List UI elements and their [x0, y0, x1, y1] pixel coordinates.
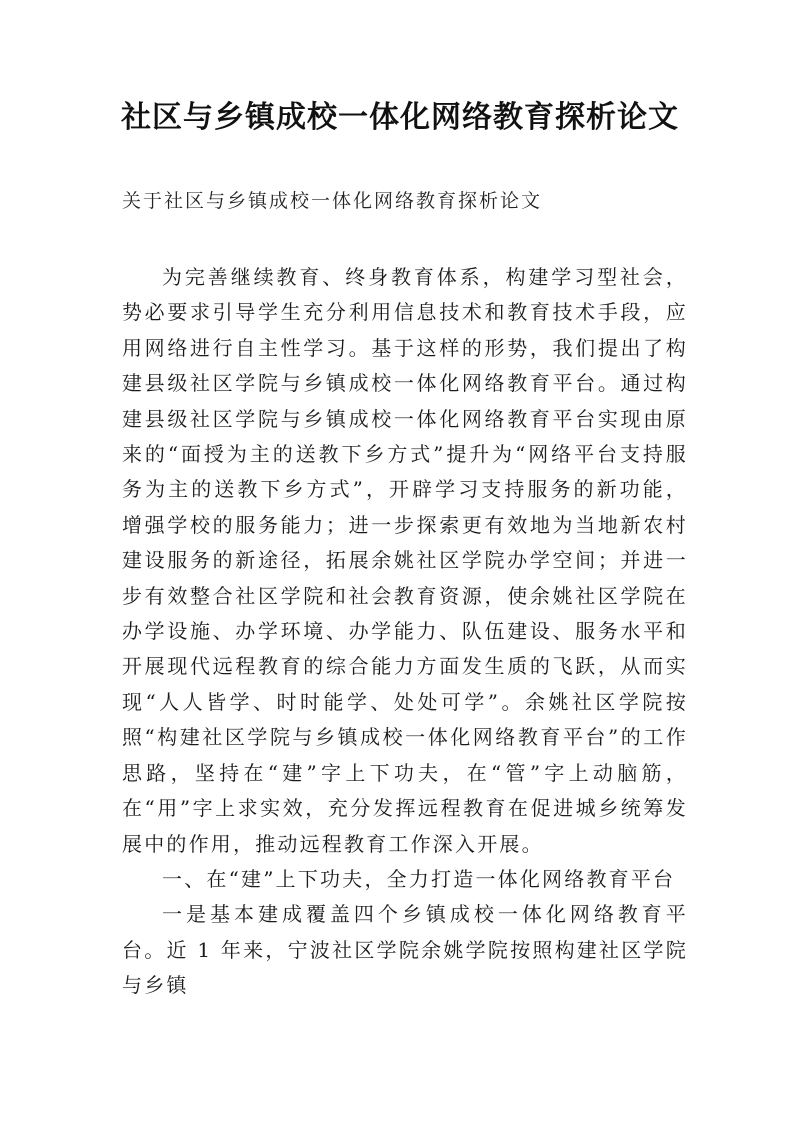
body-paragraph-platform: 一是基本建成覆盖四个乡镇成校一体化网络教育平台。近 1 年来，宁波社区学院余姚学院按照构建社区学院与乡镇	[122, 902, 688, 998]
document-body	[122, 260, 688, 1004]
section-heading-build: 一、在“建”上下功夫，全力打造一体化网络教育平台	[162, 866, 676, 891]
document-title: 社区与乡镇成校一体化网络教育探析论文	[121, 100, 679, 135]
document-subtitle: 关于社区与乡镇成校一体化网络教育探析论文	[122, 190, 543, 212]
body-paragraph-intro: 为完善继续教育、终身教育体系，构建学习型社会，势必要求引导学生充分利用信息技术和教育技术手段，应用网络进行自主性学习。基于这样的形势，我们提出了构建县级社区学院与乡镇成校一体化网络教育平台。通过构建县级社区学院与乡镇成校一体化网络教育平台实现由原来的“面授为主的送教下乡方式”提升为“网络平台支持服务为主的送教下乡方式”，开辟学习支持服务的新功能，增强学校的服务能力；进一步探索更有效地为当地新农村建设服务的新途径，拓展余姚社区学院办学空间；并进一步有效整合社区学院和社会教育资源，使余姚社区学院在办学设施、办学环境、办学能力、队伍建设、服务水平和开展现代远程教育的综合能力方面发生质的飞跃，从而实现“人人皆学、时时能学、处处可学”。余姚社区学院按照“构建社区学院与乡镇成校一体化网络教育平台”的工作思路，坚持在“建”字上下功夫，在“管”字上动脑筋，在“用”字上求实效，充分发挥远程教育在促进城乡统筹发展中的作用，推动远程教育工作深入开展。	[122, 265, 688, 856]
